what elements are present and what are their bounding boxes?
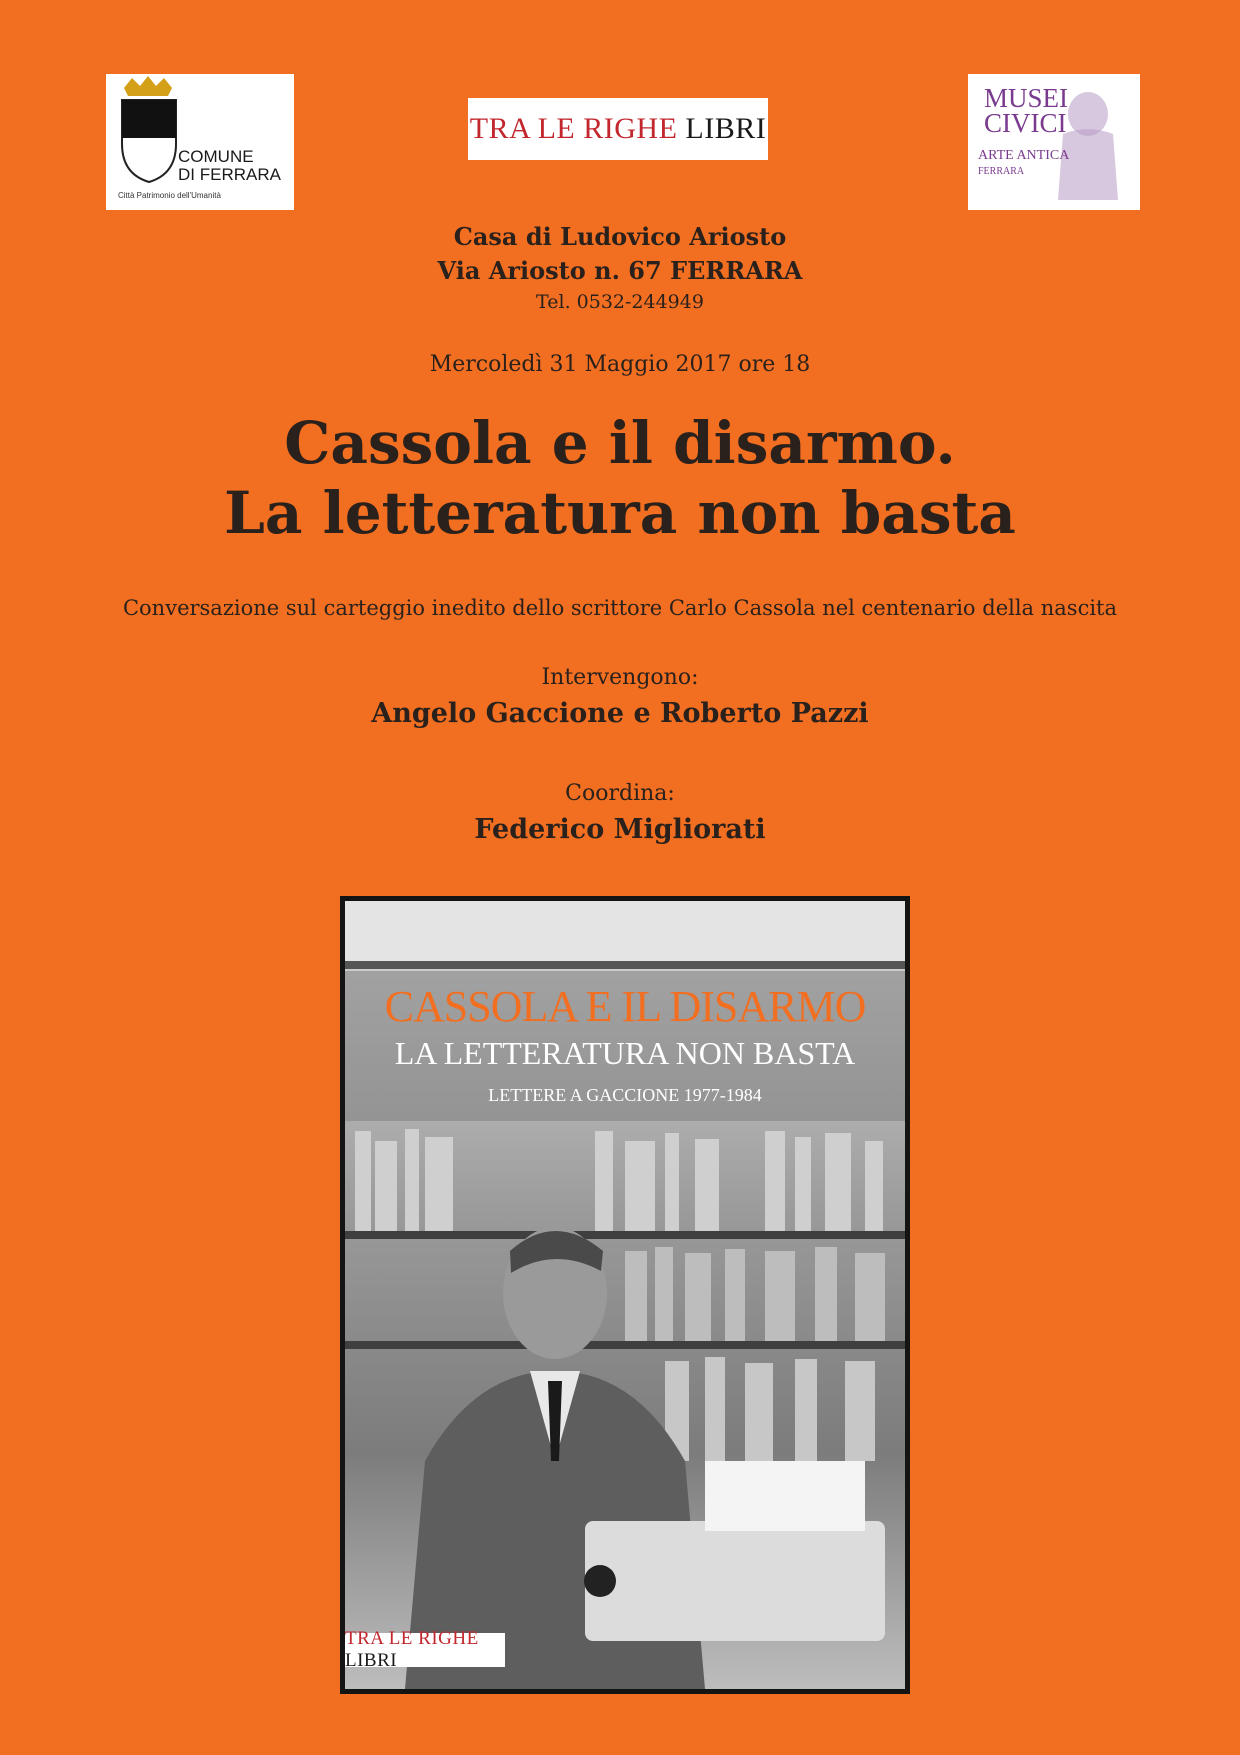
book-cover-photo (345, 901, 905, 1689)
speakers-label: Intervengono: (541, 665, 699, 690)
coordinator-label: Coordina: (565, 781, 675, 806)
musei-line3: ARTE ANTICA (978, 148, 1070, 163)
venue-phone: Tel. 0532-244949 (536, 291, 704, 313)
book-title: CASSOLA E IL DISARMO (384, 982, 866, 1031)
publisher-logo (468, 98, 768, 160)
book-publisher-logo (345, 1628, 505, 1671)
book-publisher-red: TRA LE RIGHE (345, 1628, 479, 1649)
book-cover (340, 896, 910, 1694)
ferrara-crest-icon (106, 74, 294, 210)
event-title-line1: Cassola e il disarmo. (284, 409, 956, 477)
musei-line4: FERRARA (978, 166, 1025, 177)
book-tagline: LETTERE A GACCIONE 1977-1984 (488, 1085, 762, 1105)
event-subtitle: Conversazione sul carteggio inedito dello scrittore Carlo Cassola nel centenario della nascita (122, 596, 1118, 620)
venue-name: Casa di Ludovico Ariosto (453, 222, 787, 251)
book-publisher-black: LIBRI (345, 1650, 398, 1671)
venue-address: Via Ariosto n. 67 FERRARA (437, 256, 803, 285)
musei-civici-logo (968, 74, 1140, 210)
musei-line2: CIVICI (984, 108, 1067, 138)
book-subtitle: LA LETTERATURA NON BASTA (394, 1035, 856, 1071)
musei-line1: MUSEI (984, 83, 1069, 113)
comune-ferrara-logo (106, 74, 294, 210)
publisher-name-black: LIBRI (685, 112, 767, 145)
ferrara-line2: DI FERRARA (178, 165, 281, 184)
coordinator: Federico Migliorati (474, 814, 766, 845)
event-title-line2: La letteratura non basta (224, 479, 1016, 547)
event-date: Mercoledì 31 Maggio 2017 ore 18 (429, 352, 811, 377)
ferrara-line1: COMUNE (178, 147, 254, 166)
publisher-name-red: TRA LE RIGHE (469, 112, 678, 145)
ferrara-subtitle: Città Patrimonio dell'Umanità (118, 191, 221, 200)
speakers: Angelo Gaccione e Roberto Pazzi (371, 698, 869, 729)
